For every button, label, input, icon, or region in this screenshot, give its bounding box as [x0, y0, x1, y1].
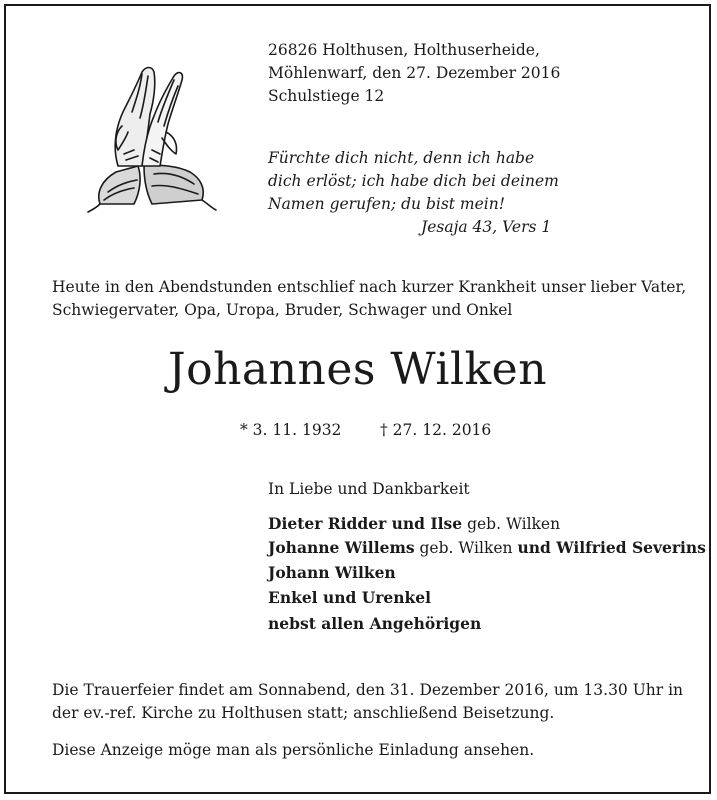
verse-line-2: dich erlöst; ich habe dich bei deinem	[268, 172, 559, 190]
mourner-row-3: Johann Wilken	[268, 563, 396, 582]
mourner-row-2	[268, 537, 706, 559]
verse-line-1: Fürchte dich nicht, denn ich habe	[268, 149, 535, 167]
funeral-line-1: Die Trauerfeier findet am Sonnabend, den 31. Dezember 2016, um 13.30 Uhr in	[52, 681, 684, 699]
mourner-row-4: Enkel und Urenkel	[268, 588, 432, 607]
verse-source: Jesaja 43, Vers 1	[421, 218, 552, 236]
mourner-row-1-suffix: geb. Wilken	[462, 515, 561, 533]
deceased-name: Johannes Wilken	[167, 344, 548, 395]
intro-line-1: Heute in den Abendstunden entschlief nach kurzer Krankheit unser lieber Vater,	[52, 278, 687, 296]
mourner-row-1	[268, 513, 560, 535]
mourner-row-5: nebst allen Angehörigen	[268, 614, 482, 633]
mourner-row-1-names: Dieter Ridder und Ilse	[268, 514, 463, 533]
address-line-3: Schulstiege 12	[268, 87, 385, 105]
obituary-notice	[4, 4, 711, 794]
invitation-note: Diese Anzeige möge man als persönliche Einladung ansehen.	[52, 741, 535, 759]
mourner-row-2-name: Johanne Willems	[268, 538, 415, 557]
verse-line-3: Namen gerufen; du bist mein!	[268, 195, 505, 213]
birth-date: * 3. 11. 1932	[240, 421, 342, 439]
death-date: † 27. 12. 2016	[380, 421, 492, 439]
mourner-row-2-mid: geb. Wilken	[414, 539, 518, 557]
intro-line-2: Schwiegervater, Opa, Uropa, Bruder, Schwager und Onkel	[52, 301, 513, 319]
address-line-1: 26826 Holthusen, Holthuserheide,	[268, 41, 540, 59]
address-line-2: Möhlenwarf, den 27. Dezember 2016	[268, 64, 561, 82]
mourners-heading: In Liebe und Dankbarkeit	[268, 480, 470, 498]
funeral-line-2: der ev.-ref. Kirche zu Holthusen statt; anschließend Beisetzung.	[52, 704, 555, 722]
praying-hands-icon	[82, 54, 222, 214]
mourner-row-2-names: und Wilfried Severins	[517, 538, 706, 557]
